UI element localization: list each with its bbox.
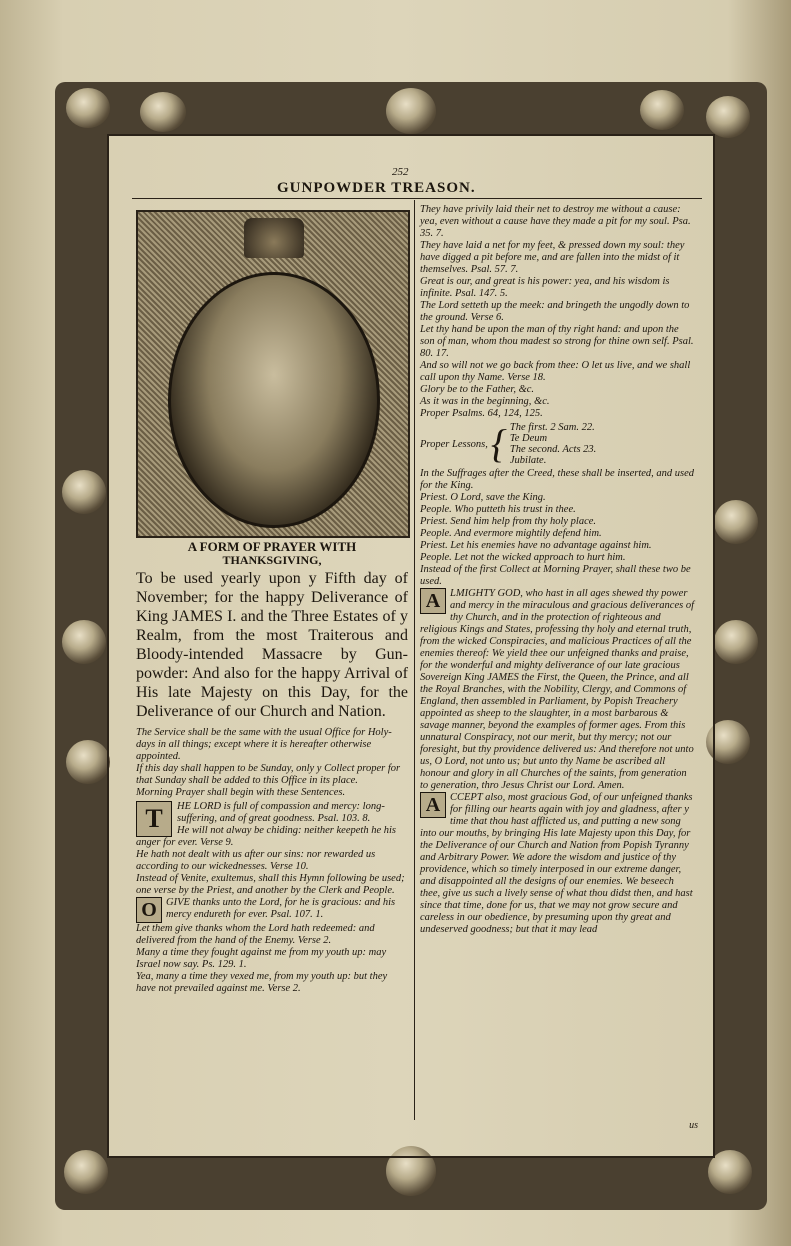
cherub-ornament: [64, 1150, 108, 1194]
king-portrait-engraving: [136, 210, 410, 538]
proper-lessons: [420, 422, 695, 466]
response: People. And evermore mightily defend him.: [420, 528, 602, 539]
gloria: As it was in the beginning, &c.: [420, 396, 550, 407]
rubric: In the Suffrages after the Creed, these shall be inserted, and used for the King.: [420, 468, 695, 491]
collect-text: LMIGHTY GOD, who hast in all ages shewed thy power and mercy in the miraculous and gracious deliverances of thy Church, and in the protection of righteous and religious Kings and States, professing thy holy and eternal truth, from the wicked Conspiracies, and malicious Practices of all the enemies thereof: We yield thee our unfeigned thanks and praise, for the wonderful and mighty deliverance of our late gracious Sovereign King JAMES the First, the Queen, the Prince, and all the Royal Branches, with the Nobility, Clergy, and Commons of England, then assembled in Parliament, by Popish Treachery appointed as sheep to the slaughter, in a most barbarous & savage manner, beyond the examples of former ages. From this unnatural Conspiracy, not our merit, but thy mercy; not our foresight, but thy providence delivered us: And therefore not unto us, O Lord, not unto us; but unto thy Name be ascribed all honour and glory in all Churches of the saints, from generation to generation, thro Jesus Christ our Lord. Amen.: [420, 588, 694, 791]
sentence: He will not alway be chiding: neither keepeth he his anger for ever. Verse 9.: [136, 825, 396, 848]
catchword: us: [689, 1120, 698, 1131]
hymn-verse: GIVE thanks unto the Lord, for he is gracious: and his mercy endureth for ever. Psal. 107. 1.: [166, 897, 396, 920]
collect-text: CCEPT also, most gracious God, of our unfeigned thanks for filling our hearts again with joy and gladness, after y time that thou hast afflicted us, and putting a new song into our mouths, by bringing His late Majesty upon this Day, for the Deliverance of our Church and Nation from Popish Tyranny and Arbitrary Power. We adore the wisdom and justice of thy providence, which so timely interposed in our extreme danger, and disappointed all the designs of our enemies. We beseech thee, give us such a lively sense of what thou didst then, and hast since that time, done for us, that we may not grow secure and careless in our obedience, by presuming upon thy great and undeserved goodness; but that it may lead: [420, 792, 693, 935]
form-subheading: THANKSGIVING,: [222, 553, 322, 567]
verse: They have privily laid their net to destroy me without a cause: yea, even without a cause have they made a pit for my soul. Psa. 35. 7.: [420, 204, 691, 239]
gloria: Glory be to the Father, &c.: [420, 384, 535, 395]
rubric: The Service shall be the same with the usual Office for Holy-days in all things; except where it is hereafter otherwise appointed.: [136, 727, 392, 762]
lesson: The second. Acts 23.: [509, 444, 597, 455]
drop-capital: T: [136, 801, 172, 837]
rubric: Morning Prayer shall begin with these Sentences.: [136, 787, 346, 798]
hymn-verse: Many a time they fought against me from my youth up: may Israel now say. Ps. 129. 1.: [136, 947, 387, 970]
lessons-list: [510, 422, 596, 466]
crown-icon: [244, 218, 304, 258]
cherub-ornament: [714, 500, 758, 544]
page-number: 252: [392, 166, 409, 178]
versicle: Priest. Let his enemies have no advantage against him.: [420, 540, 652, 551]
drop-capital: A: [420, 792, 446, 818]
rubric: Instead of Venite, exultemus, shall this Hymn following be used; one verse by the Priest, and another by the Clerk and People.: [136, 873, 405, 896]
cherub-ornament: [66, 88, 110, 128]
verse: Let thy hand be upon the man of thy right hand: and upon the son of man, whom thou madest so strong for thine own self. Psal. 80. 17.: [420, 324, 694, 359]
sentence: HE LORD is full of compassion and mercy: long-suffering, and of great goodness. Psal. 103. 8.: [177, 801, 385, 824]
rubric: Instead of the first Collect at Morning Prayer, shall these two be used.: [420, 564, 691, 587]
drop-capital: O: [136, 897, 162, 923]
hymn-verse: Let them give thanks whom the Lord hath redeemed: and delivered from the hand of the Enemy. Verse 2.: [136, 923, 375, 946]
portrait-oval: [168, 272, 380, 528]
verse: They have laid a net for my feet, & pressed down my soul: they have digged a pit before me, and are fallen into the midst of it themselves. Psal. 57. 7.: [420, 240, 685, 275]
form-heading: A FORM OF PRAYER WITH: [187, 539, 357, 554]
cherub-ornament: [386, 88, 436, 134]
page-content: [122, 160, 702, 1145]
hymn-verse: Yea, many a time they vexed me, from my youth up: but they have not prevailed against me. Verse 2.: [136, 971, 388, 994]
brace-icon: {: [490, 421, 507, 466]
versicle: Priest. Send him help from thy holy place.: [420, 516, 597, 527]
cherub-ornament: [66, 740, 110, 784]
response: People. Who putteth his trust in thee.: [420, 504, 576, 515]
response: People. Let not the wicked approach to hurt him.: [420, 552, 626, 563]
lesson: Te Deum: [509, 433, 548, 444]
left-column: [136, 540, 408, 995]
cherub-ornament: [62, 470, 106, 514]
hymn: [136, 897, 408, 995]
sentence: He hath not dealt with us after our sins: nor rewarded us according to our wickednesses. Verse 10.: [136, 849, 376, 872]
drop-capital: A: [420, 588, 446, 614]
lessons-label: Proper Lessons,: [420, 438, 488, 450]
versicle: Priest. O Lord, save the King.: [420, 492, 546, 503]
running-title: GUNPOWDER TREASON.: [277, 180, 476, 196]
cherub-ornament: [640, 90, 684, 130]
verse: And so will not we go back from thee: O let us live, and we shall call upon thy Name. Verse 18.: [420, 360, 691, 383]
header-rule: [132, 198, 702, 199]
lesson: The first. 2 Sam. 22.: [509, 422, 595, 433]
cherub-ornament: [62, 620, 106, 664]
rubric: If this day shall happen to be Sunday, only y Collect proper for that Sunday shall be added to this Office in its place.: [136, 763, 401, 786]
collect-one: [420, 588, 695, 792]
right-column: [420, 204, 695, 936]
proper-psalms: Proper Psalms. 64, 124, 125.: [420, 408, 543, 419]
column-rule: [414, 200, 415, 1120]
lesson: Jubilate.: [509, 455, 547, 466]
cherub-ornament: [706, 96, 750, 138]
cherub-ornament: [140, 92, 186, 132]
verse: Great is our, and great is his power: yea, and his wisdom is infinite. Psal. 147. 5.: [420, 276, 670, 299]
cherub-ornament: [714, 620, 758, 664]
form-title: To be used yearly upon y Fifth day of November; for the happy Deliverance of King JAMES I. and the Three Estates of y Realm, from the most Traiterous and Bloody-intended Massacre by Gun-powder: And also for the happy Arrival of His late Majesty on this Day, for the Deliverance of our Church and Nation.: [136, 570, 408, 720]
verse: The Lord setteth up the meek: and bringeth the ungodly down to the ground. Verse 6.: [420, 300, 690, 323]
collect-two: [420, 792, 695, 936]
sentences: [136, 801, 408, 873]
